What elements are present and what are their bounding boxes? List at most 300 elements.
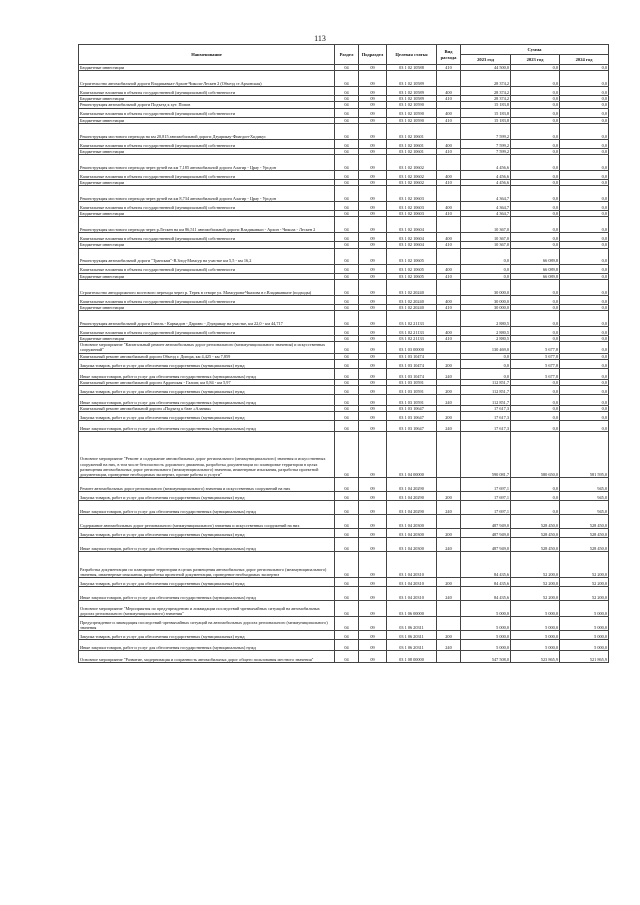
- cell-podrazdel: 09: [359, 242, 387, 248]
- cell-cst: 03 1 02 10605: [387, 248, 437, 264]
- cell-podrazdel: 09: [359, 342, 387, 353]
- cell-s3: 0,0: [560, 123, 609, 139]
- cell-cst: 03 1 03 10647: [387, 406, 437, 412]
- cell-podrazdel: 09: [359, 368, 387, 379]
- cell-podrazdel: 09: [359, 273, 387, 279]
- cell-s3: 5 000,0: [560, 631, 609, 640]
- cell-name: Реконструкция мостового перехода через ручей на км 8,734 автомобильной дороги Алагир - Црау - Урсдон: [79, 186, 335, 202]
- cell-s3: 5 000,0: [560, 601, 609, 617]
- cell-razdel: 04: [335, 123, 359, 139]
- cell-cst: 03 1 02 20240: [387, 295, 437, 304]
- cell-cst: 03 1 04 20290: [387, 478, 437, 492]
- cell-s3: 0,0: [560, 304, 609, 310]
- cell-podrazdel: 09: [359, 432, 387, 478]
- cell-name: Капитальный ремонт автомобильной дороги Объезд г. Дигора, км 4,425 - км 7,859: [79, 353, 335, 359]
- cell-s3: 945,0: [560, 478, 609, 492]
- cell-s1: 7 599,2: [461, 148, 511, 154]
- cell-s2: 0,0: [511, 171, 560, 180]
- cell-s2: 0,0: [511, 421, 560, 432]
- cell-vid: 410: [437, 242, 461, 248]
- cell-s3: 5 000,0: [560, 640, 609, 651]
- cell-s2: 580 650,0: [511, 432, 560, 478]
- cell-cst: 03 1 06 20311: [387, 640, 437, 651]
- cell-cst: 03 1 02 10602: [387, 155, 437, 171]
- cell-s3: 0,0: [560, 211, 609, 217]
- cell-podrazdel: 09: [359, 186, 387, 202]
- cell-s2: 5 677,8: [511, 353, 560, 359]
- cell-s3: 0,0: [560, 148, 609, 154]
- cell-name: Бюджетные инвестиции: [79, 304, 335, 310]
- table-row: [79, 478, 609, 492]
- cell-razdel: 04: [335, 186, 359, 202]
- cell-razdel: 04: [335, 578, 359, 587]
- table-row: [79, 87, 609, 96]
- table-row: [79, 295, 609, 304]
- header-vid: Вид расхода: [437, 45, 461, 65]
- cell-name: Иные закупки товаров, работ и услуг для обеспечения государственных (муниципальных) нужд: [79, 501, 335, 515]
- cell-s3: 0,0: [560, 386, 609, 395]
- cell-cst: 03 1 04 20300: [387, 538, 437, 552]
- table-row: [79, 123, 609, 139]
- cell-name: Иные закупки товаров, работ и услуг для обеспечения государственных (муниципальных) нужд: [79, 421, 335, 432]
- cell-razdel: 04: [335, 139, 359, 148]
- cell-s1: 487 949,0: [461, 515, 511, 529]
- cell-s2: 5 000,0: [511, 631, 560, 640]
- cell-podrazdel: 09: [359, 148, 387, 154]
- cell-name: Основное мероприятие "Капитальный ремонт автомобильных дорог регионального (межмуниципального значения) и искусственных сооружений": [79, 342, 335, 353]
- cell-razdel: 04: [335, 386, 359, 395]
- table-row: [79, 538, 609, 552]
- cell-vid: [437, 342, 461, 353]
- cell-s2: 528 450,0: [511, 529, 560, 538]
- cell-name: Основное мероприятие "Мероприятия по предупреждению и ликвидации последствий чрезвычайных ситуаций на автомобильных дорогах регионального (межмуниципального) значения": [79, 601, 335, 617]
- cell-s3: 0,0: [560, 412, 609, 421]
- cell-name: Бюджетные инвестиции: [79, 273, 335, 279]
- cell-razdel: 04: [335, 501, 359, 515]
- cell-s2: 0,0: [511, 327, 560, 336]
- cell-vid: 410: [437, 304, 461, 310]
- cell-vid: 240: [437, 538, 461, 552]
- cell-cst: 03 1 02 10588: [387, 65, 437, 71]
- cell-cst: 03 1 02 21133: [387, 336, 437, 342]
- cell-s3: 0,0: [560, 171, 609, 180]
- cell-razdel: 04: [335, 368, 359, 379]
- cell-s1: 112 851,7: [461, 386, 511, 395]
- table-row: [79, 412, 609, 421]
- cell-cst: 03 1 04 20310: [387, 552, 437, 578]
- cell-podrazdel: 09: [359, 353, 387, 359]
- cell-name: Ремонт автомобильных дорог регионального (межмуниципального) значения и искусственных сооружений на них: [79, 478, 335, 492]
- cell-vid: 200: [437, 386, 461, 395]
- cell-vid: 200: [437, 359, 461, 368]
- cell-vid: 400: [437, 139, 461, 148]
- cell-vid: [437, 617, 461, 631]
- cell-cst: 03 1 02 10605: [387, 264, 437, 273]
- header-year-2023: 2023 год: [461, 55, 511, 65]
- cell-s1: 30 000,0: [461, 279, 511, 295]
- cell-podrazdel: 09: [359, 108, 387, 117]
- cell-razdel: 04: [335, 515, 359, 529]
- cell-s1: 0,0: [461, 359, 511, 368]
- header-razdel: Раздел: [335, 45, 359, 65]
- table-row: [79, 515, 609, 529]
- cell-s1: 28 374,2: [461, 71, 511, 87]
- cell-cst: 03 1 03 10591: [387, 386, 437, 395]
- cell-name: Капитальные вложения в объекты государственной (муниципальной) собственности: [79, 108, 335, 117]
- cell-vid: [437, 71, 461, 87]
- cell-vid: [437, 552, 461, 578]
- cell-s1: 112 851,7: [461, 395, 511, 406]
- cell-podrazdel: 09: [359, 102, 387, 108]
- cell-name: Бюджетные инвестиции: [79, 117, 335, 123]
- cell-s1: 30 000,0: [461, 304, 511, 310]
- cell-s1: 0,0: [461, 264, 511, 273]
- cell-podrazdel: 09: [359, 412, 387, 421]
- cell-s1: 5 000,0: [461, 601, 511, 617]
- cell-name: Реконструкция мостового перехода через ручей на км 7,185 автомобильной дороги Алагир - Црау - Урсдон: [79, 155, 335, 171]
- cell-s1: 487 949,0: [461, 529, 511, 538]
- cell-s2: 52 200,0: [511, 552, 560, 578]
- cell-podrazdel: 09: [359, 395, 387, 406]
- cell-razdel: 04: [335, 211, 359, 217]
- cell-razdel: 04: [335, 406, 359, 412]
- cell-s2: 0,0: [511, 217, 560, 233]
- cell-cst: 03 1 02 10602: [387, 180, 437, 186]
- cell-s1: 4 456,6: [461, 155, 511, 171]
- cell-podrazdel: 09: [359, 304, 387, 310]
- cell-s1: 4 456,6: [461, 171, 511, 180]
- cell-cst: 03 1 08 00000: [387, 651, 437, 663]
- cell-s2: 0,0: [511, 108, 560, 117]
- cell-cst: 03 1 02 10601: [387, 139, 437, 148]
- cell-cst: 03 1 06 20311: [387, 631, 437, 640]
- cell-s2: 5 677,8: [511, 368, 560, 379]
- cell-vid: [437, 515, 461, 529]
- table-row: [79, 587, 609, 601]
- cell-podrazdel: 09: [359, 379, 387, 385]
- cell-s2: 0,0: [511, 501, 560, 515]
- cell-podrazdel: 09: [359, 264, 387, 273]
- cell-name: Капитальные вложения в объекты государственной (муниципальной) собственности: [79, 327, 335, 336]
- cell-razdel: 04: [335, 202, 359, 211]
- cell-s2: 52 200,0: [511, 587, 560, 601]
- cell-razdel: 04: [335, 478, 359, 492]
- cell-name: Капитальные вложения в объекты государственной (муниципальной) собственности: [79, 264, 335, 273]
- cell-razdel: 04: [335, 279, 359, 295]
- cell-name: Бюджетные инвестиции: [79, 211, 335, 217]
- cell-s1: 17 697,1: [461, 478, 511, 492]
- cell-razdel: 04: [335, 492, 359, 501]
- cell-s1: 130 469,0: [461, 342, 511, 353]
- cell-name: Бюджетные инвестиции: [79, 96, 335, 102]
- cell-name: Разработка документации по планировке территории в целях размещения автомобильных дорог регионального (межмуниципального) значения, инженерные изыскания, разработка проектной документации, проведение необходимых экспертиз: [79, 552, 335, 578]
- table-row: [79, 552, 609, 578]
- cell-podrazdel: 09: [359, 386, 387, 395]
- cell-cst: 03 1 02 10603: [387, 202, 437, 211]
- cell-name: Закупка товаров, работ и услуг для обеспечения государственных (муниципальных) нужд: [79, 492, 335, 501]
- cell-podrazdel: 09: [359, 336, 387, 342]
- cell-s1: 4 364,7: [461, 202, 511, 211]
- cell-s1: 28 374,2: [461, 87, 511, 96]
- cell-razdel: 04: [335, 248, 359, 264]
- cell-podrazdel: 09: [359, 492, 387, 501]
- cell-s2: 0,0: [511, 386, 560, 395]
- cell-cst: 03 1 02 10604: [387, 233, 437, 242]
- cell-s3: 0,0: [560, 353, 609, 359]
- cell-s2: 5 677,8: [511, 359, 560, 368]
- cell-s1: 0,0: [461, 273, 511, 279]
- cell-name: Бюджетные инвестиции: [79, 65, 335, 71]
- cell-s3: 945,0: [560, 501, 609, 515]
- cell-podrazdel: 09: [359, 233, 387, 242]
- cell-cst: 03 1 02 10604: [387, 217, 437, 233]
- table-row: [79, 171, 609, 180]
- cell-podrazdel: 09: [359, 139, 387, 148]
- cell-s3: 0,0: [560, 406, 609, 412]
- cell-razdel: 04: [335, 233, 359, 242]
- cell-s1: 547 508,0: [461, 651, 511, 663]
- cell-name: Бюджетные инвестиции: [79, 336, 335, 342]
- cell-podrazdel: 09: [359, 248, 387, 264]
- cell-s3: 52 200,0: [560, 587, 609, 601]
- cell-razdel: 04: [335, 552, 359, 578]
- cell-s3: 0,0: [560, 102, 609, 108]
- cell-s3: 0,0: [560, 117, 609, 123]
- cell-razdel: 04: [335, 640, 359, 651]
- cell-s2: 0,0: [511, 186, 560, 202]
- table-row: [79, 327, 609, 336]
- cell-vid: 240: [437, 395, 461, 406]
- cell-s1: 10 367,0: [461, 217, 511, 233]
- cell-podrazdel: 09: [359, 311, 387, 327]
- cell-s1: 30 000,0: [461, 295, 511, 304]
- cell-cst: 03 1 03 10474: [387, 353, 437, 359]
- cell-razdel: 04: [335, 353, 359, 359]
- cell-razdel: 04: [335, 412, 359, 421]
- cell-podrazdel: 09: [359, 295, 387, 304]
- table-row: [79, 395, 609, 406]
- cell-s1: 44 500,0: [461, 65, 511, 71]
- table-row: [79, 386, 609, 395]
- cell-s1: 4 364,7: [461, 186, 511, 202]
- cell-s3: 0,0: [560, 421, 609, 432]
- cell-cst: 03 1 06 00000: [387, 601, 437, 617]
- cell-podrazdel: 09: [359, 631, 387, 640]
- cell-s3: 0,0: [560, 217, 609, 233]
- cell-vid: [437, 311, 461, 327]
- cell-s3: 528 450,0: [560, 515, 609, 529]
- table-row: [79, 155, 609, 171]
- cell-vid: 200: [437, 492, 461, 501]
- cell-razdel: 04: [335, 87, 359, 96]
- cell-podrazdel: 09: [359, 87, 387, 96]
- cell-razdel: 04: [335, 117, 359, 123]
- cell-s2: 0,0: [511, 379, 560, 385]
- cell-s2: 0,0: [511, 242, 560, 248]
- cell-podrazdel: 09: [359, 202, 387, 211]
- cell-s2: 0,0: [511, 102, 560, 108]
- table-row: [79, 108, 609, 117]
- table-row: [79, 186, 609, 202]
- cell-name: Закупка товаров, работ и услуг для обеспечения государственных (муниципальных) нужд: [79, 359, 335, 368]
- cell-cst: 03 1 02 10601: [387, 148, 437, 154]
- cell-podrazdel: 09: [359, 180, 387, 186]
- cell-s3: 0,0: [560, 248, 609, 264]
- table-row: [79, 217, 609, 233]
- cell-vid: 400: [437, 327, 461, 336]
- cell-s1: 28 374,2: [461, 96, 511, 102]
- cell-razdel: 04: [335, 71, 359, 87]
- cell-name: Капитальные вложения в объекты государственной (муниципальной) собственности: [79, 202, 335, 211]
- cell-name: Основное мероприятие "Развитие, модернизация и сохранность автомобильных дорог общего пользования местного значения": [79, 651, 335, 663]
- cell-cst: 03 1 03 10474: [387, 359, 437, 368]
- cell-s2: 0,0: [511, 295, 560, 304]
- cell-s1: 112 851,7: [461, 379, 511, 385]
- cell-razdel: 04: [335, 421, 359, 432]
- cell-vid: [437, 478, 461, 492]
- cell-name: Иные закупки товаров, работ и услуг для обеспечения государственных (муниципальных) нужд: [79, 538, 335, 552]
- cell-razdel: 04: [335, 336, 359, 342]
- cell-cst: 03 1 02 10589: [387, 71, 437, 87]
- cell-name: Реконструкция автомобильной дороги "Транскам"-В.Згид-Мамсур на участке км 5,5 - км 16,2: [79, 248, 335, 264]
- cell-name: Капитальные вложения в объекты государственной (муниципальной) собственности: [79, 171, 335, 180]
- cell-vid: 400: [437, 87, 461, 96]
- cell-s1: 5 000,0: [461, 631, 511, 640]
- cell-s3: 0,0: [560, 65, 609, 71]
- cell-podrazdel: 09: [359, 651, 387, 663]
- cell-razdel: 04: [335, 108, 359, 117]
- cell-s1: 84 435,6: [461, 587, 511, 601]
- table-row: [79, 432, 609, 478]
- cell-s2: 0,0: [511, 96, 560, 102]
- cell-razdel: 04: [335, 631, 359, 640]
- cell-s2: 0,0: [511, 202, 560, 211]
- cell-podrazdel: 09: [359, 617, 387, 631]
- cell-cst: 03 1 02 20240: [387, 279, 437, 295]
- cell-name: Иные закупки товаров, работ и услуг для обеспечения государственных (муниципальных) нужд: [79, 640, 335, 651]
- cell-podrazdel: 09: [359, 155, 387, 171]
- cell-podrazdel: 09: [359, 478, 387, 492]
- cell-s3: 0,0: [560, 327, 609, 336]
- cell-s2: 0,0: [511, 311, 560, 327]
- cell-vid: 400: [437, 108, 461, 117]
- header-year-2023: 2023 год: [511, 55, 560, 65]
- cell-name: Строительство автодорожного мостового перехода через р. Терек в створе ул. Мамсурова-Чкалова в г.Владикавказе (подходы): [79, 279, 335, 295]
- cell-cst: 03 1 04 20290: [387, 492, 437, 501]
- cell-razdel: 04: [335, 359, 359, 368]
- cell-cst: 03 1 06 20311: [387, 617, 437, 631]
- cell-vid: [437, 217, 461, 233]
- cell-s3: 0,0: [560, 379, 609, 385]
- cell-podrazdel: 09: [359, 578, 387, 587]
- cell-cst: 03 1 02 10601: [387, 123, 437, 139]
- cell-s1: 0,0: [461, 353, 511, 359]
- cell-s3: 0,0: [560, 342, 609, 353]
- cell-s3: 0,0: [560, 96, 609, 102]
- cell-razdel: 04: [335, 148, 359, 154]
- cell-vid: 200: [437, 529, 461, 538]
- cell-vid: 410: [437, 273, 461, 279]
- cell-razdel: 04: [335, 264, 359, 273]
- cell-s1: 487 949,0: [461, 538, 511, 552]
- cell-s1: 0,0: [461, 368, 511, 379]
- cell-name: Закупка товаров, работ и услуг для обеспечения государственных (муниципальных) нужд: [79, 529, 335, 538]
- cell-podrazdel: 09: [359, 211, 387, 217]
- cell-podrazdel: 09: [359, 171, 387, 180]
- cell-s1: 10 367,0: [461, 233, 511, 242]
- cell-s2: 0,0: [511, 395, 560, 406]
- cell-razdel: 04: [335, 295, 359, 304]
- cell-s1: 0,0: [461, 248, 511, 264]
- cell-name: Закупка товаров, работ и услуг для обеспечения государственных (муниципальных) нужд: [79, 578, 335, 587]
- cell-cst: 03 1 02 10604: [387, 242, 437, 248]
- table-row: [79, 311, 609, 327]
- cell-vid: 400: [437, 202, 461, 211]
- cell-s2: 5 000,0: [511, 617, 560, 631]
- cell-podrazdel: 09: [359, 123, 387, 139]
- cell-s1: 10 367,0: [461, 242, 511, 248]
- cell-s3: 0,0: [560, 139, 609, 148]
- table-row: [79, 71, 609, 87]
- table-row: [79, 202, 609, 211]
- cell-s3: 52 200,0: [560, 578, 609, 587]
- cell-s2: 66 089,8: [511, 264, 560, 273]
- cell-podrazdel: 09: [359, 421, 387, 432]
- table-row: [79, 279, 609, 295]
- cell-s3: 0,0: [560, 202, 609, 211]
- cell-name: Капитальные вложения в объекты государственной (муниципальной) собственности: [79, 139, 335, 148]
- cell-cst: 03 1 02 10605: [387, 273, 437, 279]
- cell-vid: 240: [437, 368, 461, 379]
- cell-s2: 528 450,0: [511, 538, 560, 552]
- table-row: [79, 264, 609, 273]
- cell-razdel: 04: [335, 273, 359, 279]
- table-row: [79, 421, 609, 432]
- cell-s1: 17 617,3: [461, 412, 511, 421]
- cell-vid: 410: [437, 117, 461, 123]
- cell-s1: 15 183,8: [461, 102, 511, 108]
- table-row: [79, 359, 609, 368]
- cell-s3: 52 200,0: [560, 552, 609, 578]
- cell-vid: 240: [437, 501, 461, 515]
- table-row: [79, 233, 609, 242]
- cell-s2: 66 089,8: [511, 273, 560, 279]
- cell-s2: 66 089,8: [511, 248, 560, 264]
- table-row: [79, 651, 609, 663]
- cell-name: Закупка товаров, работ и услуг для обеспечения государственных (муниципальных) нужд: [79, 412, 335, 421]
- cell-razdel: 04: [335, 102, 359, 108]
- cell-cst: 03 1 03 00000: [387, 342, 437, 353]
- cell-vid: 200: [437, 412, 461, 421]
- table-row: [79, 492, 609, 501]
- table-row: [79, 368, 609, 379]
- cell-s2: 523 865,9: [511, 651, 560, 663]
- cell-s2: 5 000,0: [511, 601, 560, 617]
- cell-vid: 400: [437, 171, 461, 180]
- cell-s2: 0,0: [511, 406, 560, 412]
- cell-vid: 200: [437, 578, 461, 587]
- cell-cst: 03 1 04 20290: [387, 501, 437, 515]
- table-row: [79, 529, 609, 538]
- cell-vid: 410: [437, 211, 461, 217]
- table-row: [79, 501, 609, 515]
- cell-cst: 03 1 04 20310: [387, 578, 437, 587]
- cell-name: Реконструкция автомобильной дороги Гизель - Кармадон - Даргавс - Дзуарикау на участке, км 22,0 - км 44,717: [79, 311, 335, 327]
- cell-name: Реконструкция автомобильной дороги Подъезд к хут. Попов: [79, 102, 335, 108]
- cell-name: Содержание автомобильных дорог регионального (межмуниципального) значения и искусственных сооружений на них: [79, 515, 335, 529]
- cell-s3: 0,0: [560, 395, 609, 406]
- cell-s3: 0,0: [560, 155, 609, 171]
